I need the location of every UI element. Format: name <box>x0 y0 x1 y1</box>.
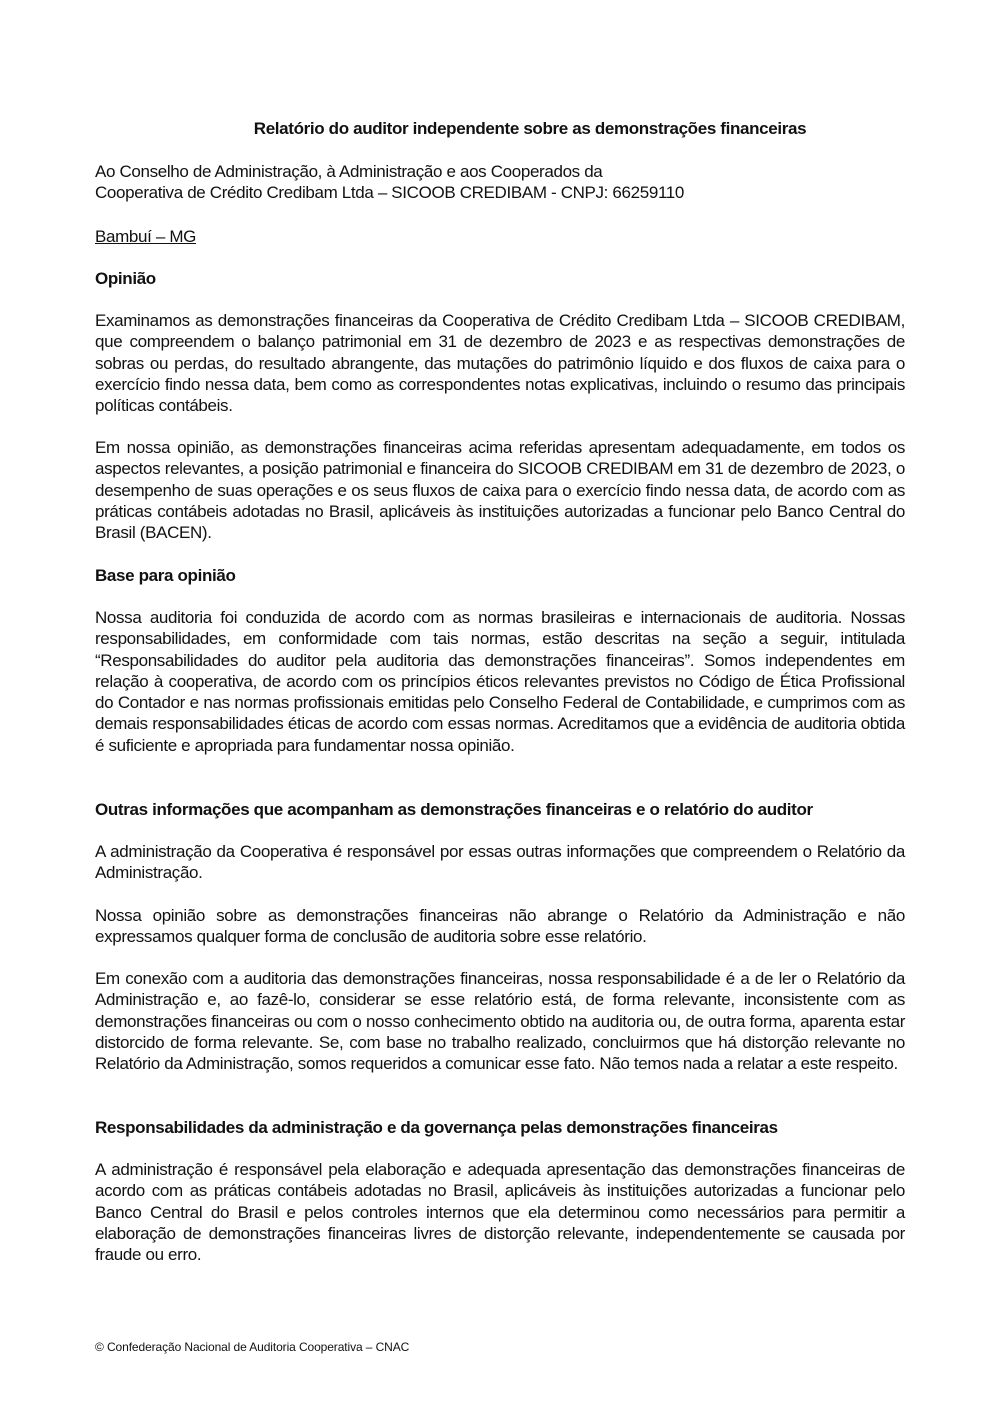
footer-copyright: © Confederação Nacional de Auditoria Cooperativa – CNAC <box>95 1340 410 1354</box>
addressee <box>95 161 905 204</box>
paragraph: Examinamos as demonstrações financeiras da Cooperativa de Crédito Credibam Ltda – SICOOB CREDIBAM, que compreendem o balanço patrimonial em 31 de dezembro de 2023 e as respectivas demonstrações de sobras ou perdas, do resultado abrangente, das mutações do patrimônio líquido e dos fluxos de caixa para o exercício findo nessa data, bem como as correspondentes notas explicativas, incluindo o resumo das principais políticas contábeis. <box>95 311 905 416</box>
paragraph: Em nossa opinião, as demonstrações financeiras acima referidas apresentam adequadamente, em todos os aspectos relevantes, a posição patrimonial e financeira do SICOOB CREDIBAM em 31 de dezembro de 2023, o desempenho de suas operações e os seus fluxos de caixa para o exercício findo nessa data, de acordo com as práticas contábeis adotadas no Brasil, aplicáveis às instituições autorizadas a funcionar pelo Banco Central do Brasil (BACEN). <box>95 438 905 543</box>
section-heading-opiniao: Opinião <box>95 269 156 288</box>
location: Bambuí – MG <box>95 227 197 246</box>
addressee-line: Cooperativa de Crédito Credibam Ltda – SICOOB CREDIBAM - CNPJ: 66259110 <box>95 183 685 203</box>
paragraph: A administração da Cooperativa é responsável por essas outras informações que compreendem o Relatório da Administração. <box>95 842 905 883</box>
document-title: Relatório do auditor independente sobre as demonstrações financeiras <box>253 119 807 138</box>
paragraph: Nossa opinião sobre as demonstrações financeiras não abrange o Relatório da Administração e não expressamos qualquer forma de conclusão de auditoria sobre esse relatório. <box>95 906 905 947</box>
section-heading-responsabilidades: Responsabilidades da administração e da governança pelas demonstrações financeiras <box>95 1118 778 1137</box>
paragraph: Nossa auditoria foi conduzida de acordo com as normas brasileiras e internacionais de auditoria. Nossas responsabilidades, em conformidade com tais normas, estão descritas na seção a seguir, intitulada “Responsabilidades do auditor pela auditoria das demonstrações financeiras”. Somos independentes em relação à cooperativa, de acordo com os princípios éticos relevantes previstos no Código de Ética Profissional do Contador e nas normas profissionais emitidas pelo Conselho Federal de Contabilidade, e cumprimos com as demais responsabilidades éticas de acordo com essas normas. Acreditamos que a evidência de auditoria obtida é suficiente e apropriada para fundamentar nossa opinião. <box>95 608 905 755</box>
section-heading-base: Base para opinião <box>95 566 236 585</box>
section-heading-outras: Outras informações que acompanham as demonstrações financeiras e o relatório do auditor <box>95 800 813 819</box>
addressee-line: Ao Conselho de Administração, à Administração e aos Cooperados da <box>95 162 603 181</box>
paragraph: Em conexão com a auditoria das demonstrações financeiras, nossa responsabilidade é a de ler o Relatório da Administração e, ao fazê-lo, considerar se esse relatório está, de forma relevante, inconsistente com as demonstrações financeiras ou com o nosso conhecimento obtido na auditoria ou, de outra forma, aparenta estar distorcido de forma relevante. Se, com base no trabalho realizado, concluirmos que há distorção relevante no Relatório da Administração, somos requeridos a comunicar esse fato. Não temos nada a relatar a este respeito. <box>95 969 905 1074</box>
paragraph: A administração é responsável pela elaboração e adequada apresentação das demonstrações financeiras de acordo com as práticas contábeis adotadas no Brasil, aplicáveis às instituições autorizadas a funcionar pelo Banco Central do Brasil e pelos controles internos que ela determinou como necessários para permitir a elaboração de demonstrações financeiras livres de distorção relevante, independentemente se causada por fraude ou erro. <box>95 1160 905 1265</box>
